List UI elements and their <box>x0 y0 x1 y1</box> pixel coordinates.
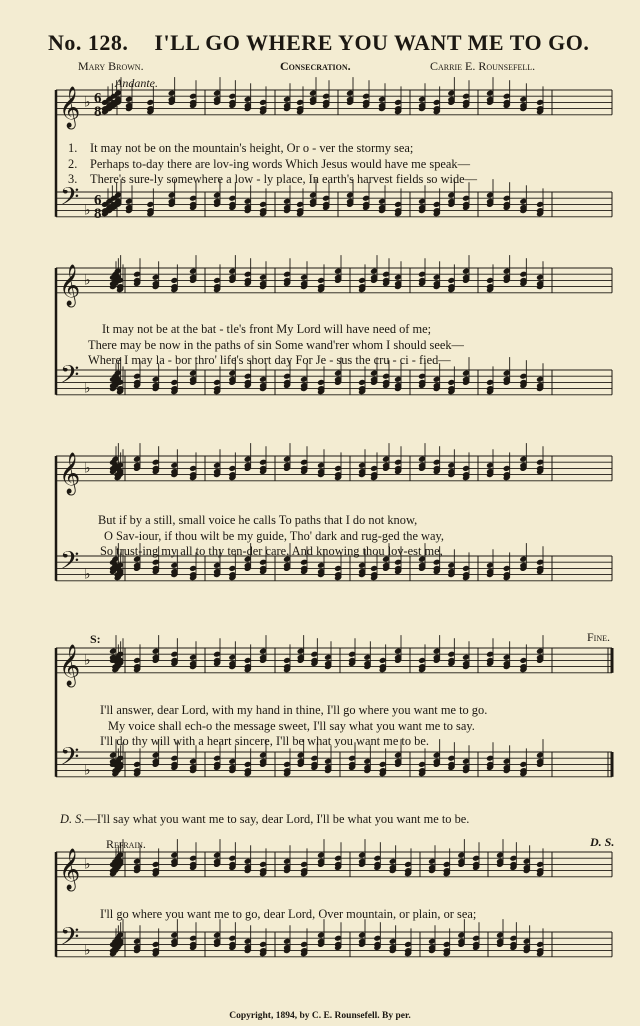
flat-sign: ♭ <box>84 380 91 397</box>
copyright-notice: Copyright, 1894, by C. E. Rounsefell. By per. <box>229 1011 411 1021</box>
author-credit: Mary Brown. <box>78 59 144 73</box>
refrain-label: Refrain. <box>106 837 146 851</box>
treble-clef: 𝄞 <box>59 86 81 128</box>
tempo-marking: Andante. <box>115 76 158 90</box>
lyric-text: It may not be on the mountain's height, Or o - ver the stormy sea; <box>90 141 414 155</box>
hymn-number: No. 128. <box>48 30 129 55</box>
flat-sign: ♭ <box>84 272 91 289</box>
ds-instruction <box>60 812 469 827</box>
flat-sign: ♭ <box>84 566 91 583</box>
lyric-line: It may not be at the bat - tle's front My Lord will have need of me; <box>102 322 432 336</box>
treble-clef: 𝄞 <box>59 644 81 686</box>
flat-sign: ♭ <box>84 762 91 779</box>
verse-number: 3. <box>68 172 78 186</box>
lyric-line: Where I may la - bor thro' life's short day For Je - sus the cru - ci - fied— <box>88 353 451 367</box>
lyric-line: But if by a still, small voice he calls To paths that I do not know, <box>98 513 418 527</box>
bass-clef: 𝄢 <box>60 742 80 778</box>
verse-number: 2. <box>68 157 78 171</box>
time-signature-top: 6 <box>94 90 102 107</box>
bass-clef: 𝄢 <box>60 546 80 582</box>
time-signature-top: 6 <box>94 192 102 209</box>
flat-sign: ♭ <box>84 94 91 111</box>
flat-sign: ♭ <box>84 202 91 219</box>
lyric-line: I'll do thy will with a heart sincere, I'll be what you want me to be. <box>100 734 429 748</box>
bass-clef: 𝄢 <box>60 360 80 396</box>
bass-clef: 𝄢 <box>60 922 80 958</box>
fine-marking: Fine. <box>586 630 610 644</box>
flat-sign: ♭ <box>84 460 91 477</box>
segno-sign: S: <box>90 632 101 646</box>
lyric-line: O Sav-iour, if thou wilt be my guide, Tho' dark and rug-ged the way, <box>104 529 444 543</box>
lyric-line: There may be now in the paths of sin Some wand'rer whom I should seek— <box>88 338 464 352</box>
lyric-line: My voice shall ech-o the message sweet, I'll say what you want me to say. <box>108 719 475 733</box>
time-signature-bottom: 8 <box>94 205 102 222</box>
hymn-title-text: I'LL GO WHERE YOU WANT ME TO GO. <box>154 30 590 55</box>
composer-credit: Carrie E. Rounsefell. <box>430 59 536 73</box>
treble-clef: 𝄞 <box>59 848 81 890</box>
bass-clef: 𝄢 <box>60 182 80 218</box>
verse-number: 1. <box>68 141 78 155</box>
verse-line-3 <box>68 172 477 187</box>
lyric-line: I'll answer, dear Lord, with my hand in thine, I'll go where you want me to go. <box>100 703 488 717</box>
flat-sign: ♭ <box>84 856 91 873</box>
lyric-line: So trust-ing my all to thy ten-der care, And knowing thou lov-est me, <box>100 544 443 558</box>
ds-label: D. S. <box>60 812 85 826</box>
treble-clef: 𝄞 <box>59 452 81 494</box>
flat-sign: ♭ <box>84 942 91 959</box>
refrain-lyric: I'll go where you want me to go, dear Lord, Over mountain, or plain, or sea; <box>100 907 477 921</box>
verse-line-2 <box>68 157 470 172</box>
lyric-text: Perhaps to-day there are lov-ing words Which Jesus would have me speak— <box>90 157 470 171</box>
treble-clef: 𝄞 <box>59 264 81 306</box>
lyric-text: There's sure-ly somewhere a low - ly place, In earth's harvest fields so wide— <box>90 172 478 186</box>
flat-sign: ♭ <box>84 652 91 669</box>
refrain-ds: D. S. <box>590 835 615 849</box>
verse-line-1 <box>68 141 413 156</box>
tune-name: Consecration. <box>280 59 351 73</box>
ds-text: —I'll say what you want me to say, dear Lord, I'll be what you want me to be. <box>84 812 470 826</box>
time-signature-bottom: 8 <box>94 103 102 120</box>
